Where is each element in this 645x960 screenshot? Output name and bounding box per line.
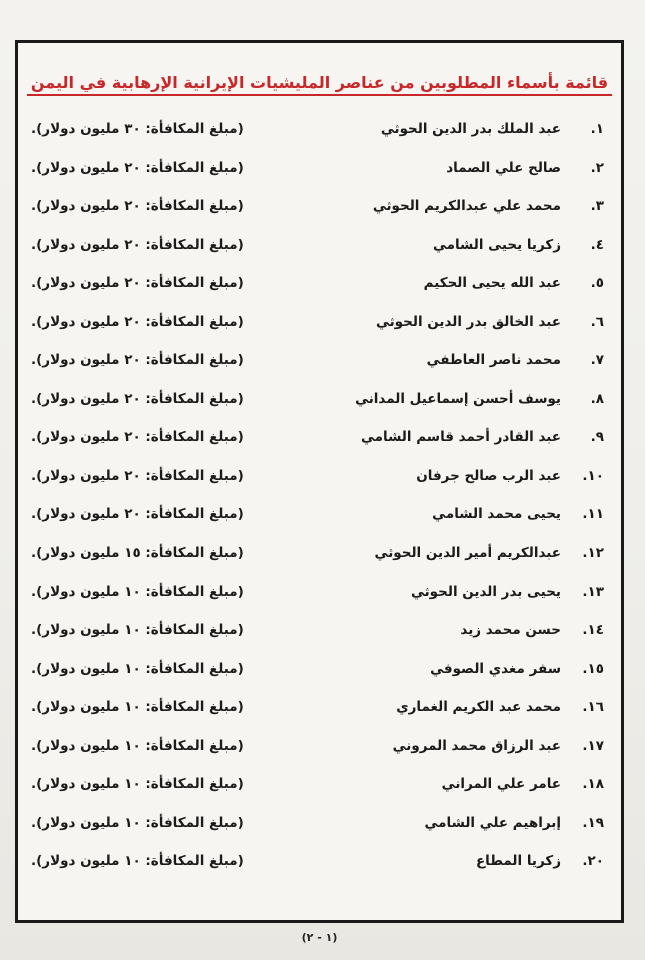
item-number: ٣. <box>590 198 604 215</box>
item-number: ١٢. <box>582 545 604 562</box>
list-item <box>18 537 621 576</box>
reward-amount: (مبلغ المكافأة: ٢٠ مليون دولار). <box>31 275 244 292</box>
reward-amount: (مبلغ المكافأة: ١٠ مليون دولار). <box>31 853 244 870</box>
list-item <box>18 614 621 653</box>
list-item <box>18 807 621 846</box>
page-number: (١ - ٢) <box>301 931 338 944</box>
reward-amount: (مبلغ المكافأة: ١٠ مليون دولار). <box>31 622 244 639</box>
wanted-name: سفر مغدي الصوفي <box>430 660 561 677</box>
item-number: ١٧. <box>582 737 604 754</box>
item-number: ١٣. <box>582 583 604 600</box>
document-frame <box>15 40 624 944</box>
item-number: ٢٠. <box>582 853 604 870</box>
wanted-name: زكريا يحيى الشامي <box>432 236 561 253</box>
reward-amount: (مبلغ المكافأة: ٢٠ مليون دولار). <box>31 198 244 215</box>
reward-amount: (مبلغ المكافأة: ٢٠ مليون دولار). <box>31 352 244 369</box>
wanted-name: يحيى محمد الشامي <box>432 506 561 523</box>
reward-amount: (مبلغ المكافأة: ١٠ مليون دولار). <box>31 660 244 677</box>
list-item <box>18 691 621 730</box>
list-item <box>18 306 621 345</box>
wanted-list <box>18 113 621 884</box>
wanted-name: إبراهيم علي الشامي <box>424 814 561 831</box>
reward-amount: (مبلغ المكافأة: ٢٠ مليون دولار). <box>31 467 244 484</box>
list-item <box>18 383 621 422</box>
item-number: ١٥. <box>582 660 604 677</box>
reward-amount: (مبلغ المكافأة: ٣٠ مليون دولار). <box>31 121 244 137</box>
reward-amount: (مبلغ المكافأة: ٢٠ مليون دولار). <box>31 236 244 253</box>
wanted-name: عبد الله يحيى الحكيم <box>423 275 561 292</box>
list-item <box>18 653 621 692</box>
list-item <box>18 460 621 499</box>
wanted-name: حسن محمد زيد <box>460 622 561 639</box>
item-number: ١٨. <box>582 776 604 793</box>
wanted-name: عبد الخالق بدر الدين الحوثي <box>375 313 561 330</box>
list-item <box>18 113 621 152</box>
reward-amount: (مبلغ المكافأة: ١٥ مليون دولار). <box>31 545 244 562</box>
list-item <box>18 344 621 383</box>
item-number: ١. <box>590 121 604 137</box>
reward-amount: (مبلغ المكافأة: ٢٠ مليون دولار). <box>31 506 244 523</box>
reward-amount: (مبلغ المكافأة: ١٠ مليون دولار). <box>31 737 244 754</box>
wanted-name: عبدالكريم أمير الدين الحوثي <box>374 545 561 562</box>
list-item <box>18 152 621 191</box>
reward-amount: (مبلغ المكافأة: ٢٠ مليون دولار). <box>31 313 244 330</box>
item-number: ١٩. <box>582 814 604 831</box>
wanted-name: محمد علي عبدالكريم الحوثي <box>372 198 561 215</box>
wanted-name: عامر علي المراني <box>441 776 561 793</box>
reward-amount: (مبلغ المكافأة: ١٠ مليون دولار). <box>31 776 244 793</box>
list-item <box>18 421 621 460</box>
item-number: ١٤. <box>582 622 604 639</box>
item-number: ٢. <box>590 159 604 176</box>
item-number: ٤. <box>590 236 604 253</box>
wanted-name: زكريا المطاع <box>475 853 561 870</box>
list-item <box>18 845 621 884</box>
reward-amount: (مبلغ المكافأة: ٢٠ مليون دولار). <box>31 429 244 446</box>
item-number: ٦. <box>590 313 604 330</box>
item-number: ١٠. <box>582 467 604 484</box>
wanted-name: عبد القادر أحمد قاسم الشامي <box>360 429 561 446</box>
item-number: ١٦. <box>582 699 604 716</box>
list-item <box>18 190 621 229</box>
item-number: ٧. <box>590 352 604 369</box>
list-item <box>18 768 621 807</box>
title-text: قائمة بأسماء المطلوبين من عناصر المليشيات الإيرانية الإرهابية في اليمن <box>27 73 612 96</box>
wanted-name: محمد عبد الكريم الغماري <box>396 699 561 716</box>
list-item <box>18 498 621 537</box>
list-item <box>18 576 621 615</box>
item-number: ٨. <box>590 390 604 407</box>
reward-amount: (مبلغ المكافأة: ٢٠ مليون دولار). <box>31 159 244 176</box>
document-title <box>18 73 621 92</box>
wanted-name: عبد الرب صالح جرفان <box>416 467 561 484</box>
reward-amount: (مبلغ المكافأة: ١٠ مليون دولار). <box>31 699 244 716</box>
reward-amount: (مبلغ المكافأة: ١٠ مليون دولار). <box>31 583 244 600</box>
list-item <box>18 267 621 306</box>
item-number: ١١. <box>582 506 604 523</box>
reward-amount: (مبلغ المكافأة: ١٠ مليون دولار). <box>31 814 244 831</box>
reward-amount: (مبلغ المكافأة: ٢٠ مليون دولار). <box>31 390 244 407</box>
wanted-name: يحيى بدر الدين الحوثي <box>410 583 561 600</box>
wanted-name: محمد ناصر العاطفي <box>426 352 561 369</box>
wanted-name: عبد الملك بدر الدين الحوثي <box>380 121 561 137</box>
item-number: ٥. <box>590 275 604 292</box>
list-item <box>18 730 621 769</box>
item-number: ٩. <box>590 429 604 446</box>
list-item <box>18 229 621 268</box>
wanted-name: يوسف أحسن إسماعيل المداني <box>355 390 561 407</box>
wanted-name: صالح علي الصماد <box>446 159 561 176</box>
wanted-name: عبد الرزاق محمد المروني <box>392 737 561 754</box>
